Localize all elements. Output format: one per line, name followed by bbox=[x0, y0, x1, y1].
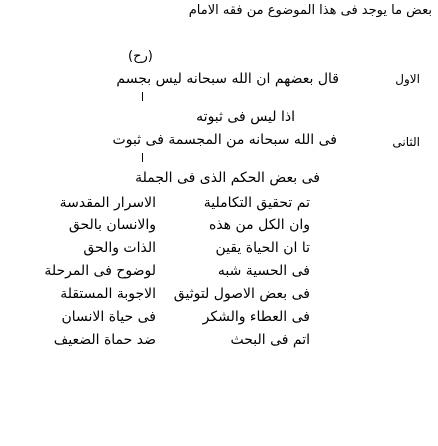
left-column-line: ضد حماة الضعیف bbox=[53, 332, 156, 348]
root-note: (رح) bbox=[128, 49, 153, 64]
right-column-line: فی الحسیة شبه bbox=[217, 263, 310, 279]
right-column-line: وان الکل من هذه bbox=[209, 217, 310, 233]
page-header: بعض ما یوجد فی هذا الموضوع من فقه الامام bbox=[188, 3, 432, 18]
flow-arrow-2 bbox=[142, 153, 143, 162]
right-column-line: فی بعض الاصول لتوثیق bbox=[173, 286, 310, 302]
left-column-line: الاجوبة المستقلة bbox=[60, 286, 156, 302]
step1-text: قال بعضهم ان الله سبحانه لیس بجسم bbox=[116, 71, 339, 87]
left-column-line: فی حیاة الانسان bbox=[61, 309, 156, 325]
left-column-line: الاسرار المقدسة bbox=[59, 195, 156, 211]
step2-tag: الثانی bbox=[392, 135, 420, 149]
step3-text: فی بعض الحکم الذی فی الجملة bbox=[135, 170, 320, 186]
right-column-line: تم تحقیق التکاملیة bbox=[203, 195, 310, 211]
left-column-line: والانسان بالحق bbox=[68, 217, 156, 233]
right-column-line: اتم فی البحث bbox=[230, 332, 310, 348]
right-column-line: تا ان الحیاة یقین bbox=[215, 240, 310, 256]
right-column-line: فی العطاء والشکر bbox=[202, 309, 310, 325]
step2-line-b: فی الله سبحانه من المجسمة فی ثبوت bbox=[112, 132, 337, 148]
left-column-line: الذات والحق bbox=[83, 240, 156, 256]
step1-tag: الاول bbox=[395, 72, 420, 86]
left-column-line: لوضوح فی المرحلة bbox=[44, 263, 156, 279]
step2-line-a: اذا لیس فی ثبوته bbox=[196, 109, 295, 125]
flow-arrow-1 bbox=[142, 92, 143, 101]
